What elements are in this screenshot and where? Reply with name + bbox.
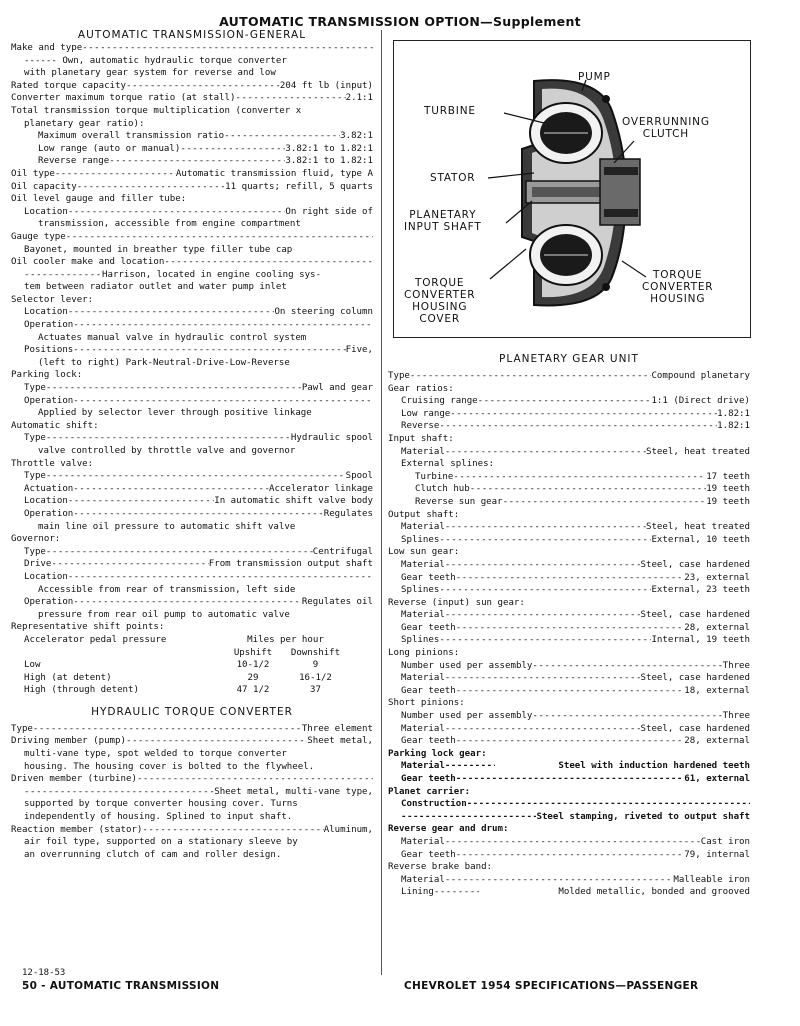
spec-text: ----- Steel stamping, riveted to output shaft — [388, 811, 750, 824]
spec-text: Bayonet, mounted in breather type filler tube cap — [24, 244, 293, 255]
shift-table-subheader — [11, 647, 373, 660]
spec-selector-location: Location ----- On steering column — [11, 306, 373, 319]
label-stator: STATOR — [430, 172, 476, 184]
row-label: Low — [24, 660, 41, 671]
spec-heading: Gear ratios: — [388, 383, 454, 394]
spec-rb-material: Material ----- Malleable iron — [388, 874, 750, 887]
cell-upshift: 47 1/2 — [236, 685, 270, 696]
spec-text: ------ Own, automatic hydraulic torque converter — [24, 55, 287, 66]
spec-text: air foil type, supported on a stationary sleeve by — [24, 837, 298, 848]
spec-gauge-type: Gauge type ----- — [11, 231, 373, 244]
spec-heading: Long pinions: — [388, 648, 460, 659]
spec-text: ----- Sheet metal, multi-vane type, — [11, 786, 373, 799]
spec-converter-ratio: Converter maximum torque ratio (at stall) ----- 2.1:1 — [11, 92, 373, 105]
section-title-planetary: PLANETARY GEAR UNIT — [499, 353, 639, 365]
spec-text: independently of housing. Splined to input shaft. — [24, 812, 293, 823]
spec-pg-reverse: Reverse ----- 1.82:1 — [388, 420, 750, 433]
spec-tv-location: Location ----- In automatic shift valve body — [11, 495, 373, 508]
spec-heading: Automatic shift: — [11, 420, 99, 431]
spec-as-type: Type ----- Hydraulic spool — [11, 432, 373, 445]
shift-table-row — [11, 684, 373, 697]
label-planetary-input-shaft: PLANETARY INPUT SHAFT — [404, 209, 482, 233]
spec-text: Actuates manual valve in hydraulic control system — [38, 332, 307, 343]
page-title: AUTOMATIC TRANSMISSION OPTION—Supplement — [219, 14, 581, 29]
spec-text: multi-vane type, spot welded to torque converter — [24, 749, 287, 760]
spec-oil-capacity: Oil capacity ----- 11 quarts; refill, 5 quarts — [11, 181, 373, 194]
row-label: High (at detent) — [24, 672, 112, 683]
spec-ls-material: Material ----- Steel, case hardened — [388, 559, 750, 572]
spec-low-range: Low range (auto or manual) ----- 3.82:1 to 1.82:1 — [11, 143, 373, 156]
footer-date: 12-18-53 — [22, 968, 66, 978]
spec-heading: Governor: — [11, 534, 61, 545]
label-converter-housing: TORQUE CONVERTER HOUSING — [642, 269, 714, 305]
label-pump: PUMP — [578, 71, 611, 83]
spec-rg-gear-teeth: Gear teeth ----- 79, internal — [388, 849, 750, 862]
spec-heading: Planet carrier: — [388, 786, 471, 797]
spec-text: Total transmission torque multiplication (converter x — [11, 105, 302, 116]
spec-rs-splines: Splines ----- Internal, 19 teeth — [388, 634, 750, 647]
spec-selector-operation: Operation ----- — [11, 319, 373, 332]
footer-page-label: 50 - AUTOMATIC TRANSMISSION — [22, 980, 220, 992]
spec-sp-number: Number used per assembly ----- Three — [388, 710, 750, 723]
spec-sp-material: Material ----- Steel, case hardened — [388, 723, 750, 736]
row-label: High (through detent) — [24, 685, 139, 696]
spec-pl-type: Type ----- Pawl and gear — [11, 382, 373, 395]
spec-reverse-range: Reverse range ----- 3.82:1 to 1.82:1 — [11, 155, 373, 168]
spec-lp-gear-teeth: Gear teeth ----- 18, external — [388, 685, 750, 698]
spec-gov-location: Location ----- — [11, 571, 373, 584]
cell-downshift: 37 — [310, 685, 321, 696]
spec-gov-drive: Drive ----- From transmission output shaft — [11, 558, 373, 571]
spec-clutch-hub: Clutch hub ----- 19 teeth — [388, 483, 750, 496]
spec-os-splines: Splines ----- External, 10 teeth — [388, 534, 750, 547]
spec-text: main line oil pressure to automatic shift valve — [38, 521, 296, 532]
spec-rg-material: Material ----- Cast iron — [388, 836, 750, 849]
spec-cruising: Cruising range ----- 1:1 (Direct drive) — [388, 395, 750, 408]
spec-rated-torque: Rated torque capacity ----- 204 ft lb (input) — [11, 80, 373, 93]
spec-gauge-location: Location ----- On right side of — [11, 206, 373, 219]
spec-make-type: Make and type ----- — [11, 42, 373, 55]
spec-reaction-member: Reaction member (stator) ----- Aluminum, — [11, 824, 373, 837]
spec-heading: Output shaft: — [388, 509, 460, 520]
label-converter-housing-cover: TORQUE CONVERTER HOUSING COVER — [404, 277, 476, 325]
spec-ls-gear-teeth: Gear teeth ----- 23, external — [388, 572, 750, 585]
spec-plg-gear-teeth: Gear teeth ----- 61, external — [388, 773, 750, 786]
spec-heading: Reverse (input) sun gear: — [388, 597, 525, 608]
spec-tv-operation: Operation ----- Regulates — [11, 508, 373, 521]
spec-text: housing. The housing cover is bolted to the flywheel. — [24, 761, 315, 772]
spec-text: an overrunning clutch of cam and roller design. — [24, 849, 282, 860]
label-turbine: TURBINE — [424, 105, 476, 117]
spec-heading: Short pinions: — [388, 698, 465, 709]
col-pedal: Accelerator pedal pressure — [24, 634, 167, 645]
footer-publication-label: CHEVROLET 1954 SPECIFICATIONS—PASSENGER — [404, 980, 699, 992]
spec-heading: Reverse brake band: — [388, 862, 493, 873]
spec-driven-member: Driven member (turbine) ----- — [11, 773, 373, 786]
spec-heading: Parking lock: — [11, 370, 83, 381]
spec-lp-number: Number used per assembly ----- Three — [388, 660, 750, 673]
spec-text: transmission, accessible from engine compartment — [38, 219, 301, 230]
spec-rb-lining: Lining ----- Molded metallic, bonded and grooved — [388, 886, 750, 899]
cell-downshift: 9 — [312, 660, 319, 671]
left-column — [11, 29, 373, 861]
spec-turbine-splines: Turbine ----- 17 teeth — [388, 471, 750, 484]
spec-text: (left to right) Park-Neutral-Drive-Low-Reverse — [38, 357, 290, 368]
spec-plg-material: Material ----- Steel with induction hardened teeth — [388, 760, 750, 773]
spec-is-material: Material ----- Steel, heat treated — [388, 446, 750, 459]
spec-heading: Reverse gear and drum: — [388, 824, 509, 835]
shift-points-title: Representative shift points: — [11, 622, 165, 633]
spec-text: tem between radiator outlet and water pump inlet — [24, 282, 287, 293]
spec-heading: External splines: — [401, 459, 495, 470]
shift-table-row — [11, 672, 373, 685]
spec-tv-type: Type ----- Spool — [11, 470, 373, 483]
section-title-general: AUTOMATIC TRANSMISSION-GENERAL — [77, 29, 307, 41]
col-upshift: Upshift — [233, 647, 273, 658]
spec-text: supported by torque converter housing cover. Turns — [24, 799, 298, 810]
spec-lp-material: Material ----- Steel, case hardened — [388, 672, 750, 685]
spec-pg-type: Type ----- Compound planetary — [388, 370, 750, 383]
label-overrunning-clutch: OVERRUNNING CLUTCH — [622, 116, 710, 140]
spec-ls-splines: Splines ----- External, 23 teeth — [388, 584, 750, 597]
spec-heading: Parking lock gear: — [388, 748, 487, 759]
spec-pl-operation: Operation ----- — [11, 395, 373, 408]
spec-gov-operation: Operation ----- Regulates oil — [11, 596, 373, 609]
spec-rs-material: Material ----- Steel, case hardened — [388, 609, 750, 622]
spec-text: Accessible from rear of transmission, left side — [38, 584, 296, 595]
spec-heading: Input shaft: — [388, 433, 454, 444]
cell-upshift: 29 — [247, 672, 259, 683]
right-column — [388, 353, 750, 899]
spec-sp-gear-teeth: Gear teeth ----- 28, external — [388, 735, 750, 748]
spec-text: pressure from rear oil pump to automatic valve — [38, 609, 290, 620]
spec-text: planetary gear ratio): — [24, 118, 145, 129]
spec-text: valve controlled by throttle valve and governor — [38, 446, 296, 456]
spec-pc-construction: Construction ----- — [388, 798, 750, 811]
column-divider — [381, 30, 382, 975]
spec-tv-actuation: Actuation ----- Accelerator linkage — [11, 483, 373, 496]
spec-heading: Low sun gear: — [388, 547, 460, 558]
spec-max-overall: Maximum overall transmission ratio ----- 3.82:1 — [11, 130, 373, 143]
spec-os-material: Material ----- Steel, heat treated — [388, 521, 750, 534]
col-mph: Miles per hour — [247, 634, 324, 645]
spec-conv-type: Type ----- Three element — [11, 723, 373, 736]
converter-cutaway-figure — [393, 40, 751, 338]
spec-oil-cooler: Oil cooler make and location ----- — [11, 256, 373, 269]
spec-text: with planetary gear system for reverse and low — [24, 68, 276, 79]
spec-pg-low: Low range ----- 1.82:1 — [388, 408, 750, 421]
spec-driving-member: Driving member (pump) ----- Sheet metal, — [11, 735, 373, 748]
spec-rs-gear-teeth: Gear teeth ----- 28, external — [388, 622, 750, 635]
spec-positions: Positions ----- Five, — [11, 344, 373, 357]
spec-gov-type: Type ----- Centrifugal — [11, 546, 373, 559]
spec-heading: Selector lever: — [11, 294, 94, 305]
spec-text: ----- Harrison, located in engine cooling sys- — [11, 269, 373, 282]
cell-downshift: 16-1/2 — [299, 672, 332, 683]
col-downshift: Downshift — [290, 647, 341, 658]
spec-heading: Oil level gauge and filler tube: — [11, 194, 187, 205]
shift-table-header — [11, 634, 373, 647]
section-title-converter: HYDRAULIC TORQUE CONVERTER — [91, 705, 293, 718]
shift-table-row — [11, 659, 373, 672]
spec-heading: Throttle valve: — [11, 458, 94, 469]
cell-upshift: 10-1/2 — [236, 660, 270, 671]
spec-rev-sun-splines: Reverse sun gear ----- 19 teeth — [388, 496, 750, 509]
spec-text: Applied by selector lever through positive linkage — [38, 408, 312, 419]
spec-oil-type: Oil type ----- Automatic transmission fluid, type A — [11, 168, 373, 181]
